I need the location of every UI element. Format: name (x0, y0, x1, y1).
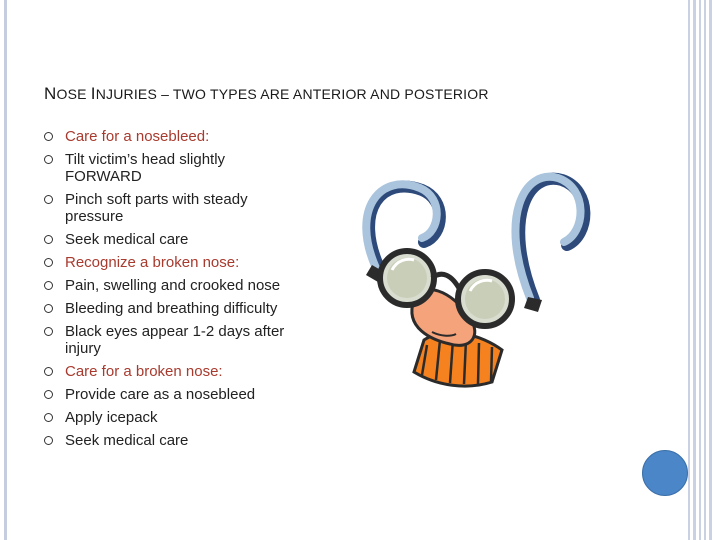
bullet-circle-icon (44, 258, 53, 267)
right-border-line (693, 0, 696, 540)
list-item: Bleeding and breathing difficulty (44, 300, 304, 317)
bullet-circle-icon (44, 132, 53, 141)
bullet-circle-icon (44, 155, 53, 164)
list-item: Care for a broken nose: (44, 363, 304, 380)
list-item: Seek medical care (44, 432, 304, 449)
title-word-ose: OSE (56, 86, 91, 102)
bullet-list (44, 128, 304, 455)
list-item: Seek medical care (44, 231, 304, 248)
title-subtitle: – TWO TYPES ARE ANTERIOR AND POSTERIOR (156, 86, 489, 102)
bullet-circle-icon (44, 367, 53, 376)
bullet-circle-icon (44, 281, 53, 290)
list-item: Care for a nosebleed: (44, 128, 304, 145)
bullet-circle-icon (44, 235, 53, 244)
list-item: Pinch soft parts with steady pressure (44, 191, 304, 225)
list-item: Recognize a broken nose: (44, 254, 304, 271)
title-word-njuries: NJURIES (95, 86, 157, 102)
list-item: Provide care as a nosebleed (44, 386, 304, 403)
title-initial-i: I (90, 84, 96, 103)
right-border-line (709, 0, 712, 540)
slide-title (44, 84, 644, 104)
bullet-circle-icon (44, 413, 53, 422)
right-border-line (699, 0, 701, 540)
left-border-line (4, 0, 7, 540)
right-border-line (688, 0, 690, 540)
nose-glasses-clipart-icon (352, 150, 602, 410)
bullet-circle-icon (44, 390, 53, 399)
blue-circle-decoration (642, 450, 688, 496)
bullet-circle-icon (44, 327, 53, 336)
list-item: Pain, swelling and crooked nose (44, 277, 304, 294)
list-item: Tilt victim’s head slightly FORWARD (44, 151, 304, 185)
right-border-line (704, 0, 706, 540)
title-initial-n: N (44, 84, 57, 103)
list-item: Apply icepack (44, 409, 304, 426)
bullet-circle-icon (44, 436, 53, 445)
bullet-circle-icon (44, 304, 53, 313)
list-item: Black eyes appear 1-2 days after injury (44, 323, 304, 357)
bullet-circle-icon (44, 195, 53, 204)
